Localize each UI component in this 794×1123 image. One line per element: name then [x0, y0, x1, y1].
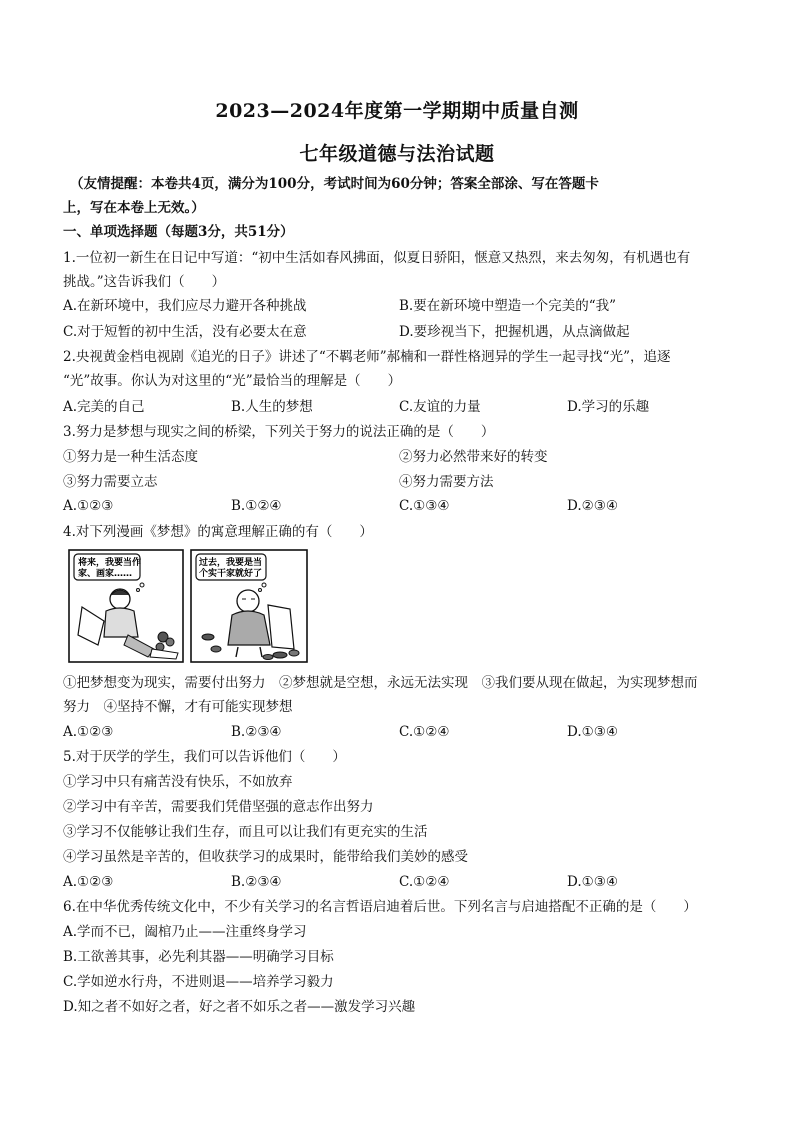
q5-statement-1: ①学习中只有痛苦没有快乐，不如放弃	[63, 774, 293, 790]
q4-option-c: C.①②④	[399, 724, 450, 740]
dream-comic-drawing	[68, 549, 308, 664]
q5-statement-3: ③学习不仅能够让我们生存，而且可以让我们有更充实的生活	[63, 824, 428, 840]
q4-statements-line-2: 努力 ④坚持不懈，才有可能实现梦想	[63, 699, 293, 715]
q6-option-d: D.知之者不如好之者，好之者不如乐之者——激发学习兴趣	[63, 999, 416, 1015]
q5-statement-2: ②学习中有辛苦，需要我们凭借坚强的意志作出努力	[63, 799, 374, 815]
q3-option-a: A.①②③	[63, 498, 114, 514]
q3-statement-1: ①努力是一种生活态度	[63, 449, 198, 465]
comic-right-bubble-line-2: 个实干家就好了	[199, 569, 263, 579]
q1-option-b: B.要在新环境中塑造一个完美的“我”	[399, 298, 617, 314]
q3-statement-2: ②努力必然带来好的转变	[399, 449, 548, 465]
q1-stem-line-1: 1.一位初一新生在日记中写道：“初中生活如春风拂面，似夏日骄阳，惬意又热烈，来去匆匆，有机遇也有	[63, 250, 691, 266]
q1-option-d: D.要珍视当下，把握机遇，从点滴做起	[399, 324, 630, 340]
notice-line-1: （友情提醒：本卷共4页，满分为100分，考试时间为60分钟；答案全部涂、写在答题卡	[70, 176, 599, 192]
dream-comic	[68, 549, 308, 664]
exam-subtitle: 七年级道德与法治试题	[299, 143, 495, 165]
q3-statement-3: ③努力需要立志	[63, 474, 158, 490]
q2-option-c: C.友谊的力量	[399, 399, 481, 415]
comic-left-bubble-line-2: 家、画家……	[78, 569, 133, 579]
q3-option-d: D.②③④	[567, 498, 618, 514]
q4-stem: 4.对下列漫画《梦想》的寓意理解正确的有（ ）	[63, 524, 373, 540]
q3-option-b: B.①②④	[231, 498, 282, 514]
q4-option-a: A.①②③	[63, 724, 114, 740]
q4-statements-line-1: ①把梦想变为现实，需要付出努力 ②梦想就是空想，永远无法实现 ③我们要从现在做起，为实现梦想而	[63, 675, 698, 691]
q2-option-b: B.人生的梦想	[231, 399, 313, 415]
q2-option-a: A.完美的自己	[63, 399, 145, 415]
q5-option-a: A.①②③	[63, 874, 114, 890]
q4-option-d: D.①③④	[567, 724, 618, 740]
q1-stem-line-2: 挑战。”这告诉我们（ ）	[63, 274, 226, 290]
q2-stem-line-2: “光”故事。你认为对这里的“光”最恰当的理解是（ ）	[63, 373, 402, 389]
notice-line-2: 上，写在本卷上无效。）	[63, 200, 205, 216]
q5-option-b: B.②③④	[231, 874, 282, 890]
q6-option-a: A.学而不已，阖棺乃止——注重终身学习	[63, 924, 307, 940]
exam-title: 2023—2024年度第一学期期中质量自测	[215, 100, 579, 122]
q3-stem: 3.努力是梦想与现实之间的桥梁，下列关于努力的说法正确的是（ ）	[63, 424, 495, 440]
q2-stem-line-1: 2.央视黄金档电视剧《追光的日子》讲述了“不羁老师”郝楠和一群性格迥异的学生一起寻找“光”，追逐	[63, 349, 671, 365]
q4-option-b: B.②③④	[231, 724, 282, 740]
comic-right-bubble-line-1: 过去，我要是当	[199, 558, 263, 568]
q6-option-b: B.工欲善其事，必先利其器——明确学习目标	[63, 949, 334, 965]
q3-statement-4: ④努力需要方法	[399, 474, 494, 490]
q1-option-c: C.对于短暂的初中生活，没有必要太在意	[63, 324, 307, 340]
q5-statement-4: ④学习虽然是辛苦的，但收获学习的成果时，能带给我们美妙的感受	[63, 849, 468, 865]
q5-option-d: D.①③④	[567, 874, 618, 890]
q2-option-d: D.学习的乐趣	[567, 399, 650, 415]
q6-stem: 6.在中华优秀传统文化中，不少有关学习的名言哲语启迪着后世。下列名言与启迪搭配不正确的是（ ）	[63, 899, 697, 915]
q1-option-a: A.在新环境中，我们应尽力避开各种挑战	[63, 298, 307, 314]
q5-stem: 5.对于厌学的学生，我们可以告诉他们（ ）	[63, 749, 346, 765]
q6-option-c: C.学如逆水行舟，不进则退——培养学习毅力	[63, 974, 334, 990]
q3-option-c: C.①③④	[399, 498, 450, 514]
comic-left-bubble-line-1: 将来，我要当作	[78, 558, 142, 568]
section-heading: 一、单项选择题（每题3分，共51分）	[63, 224, 294, 240]
q5-option-c: C.①②④	[399, 874, 450, 890]
